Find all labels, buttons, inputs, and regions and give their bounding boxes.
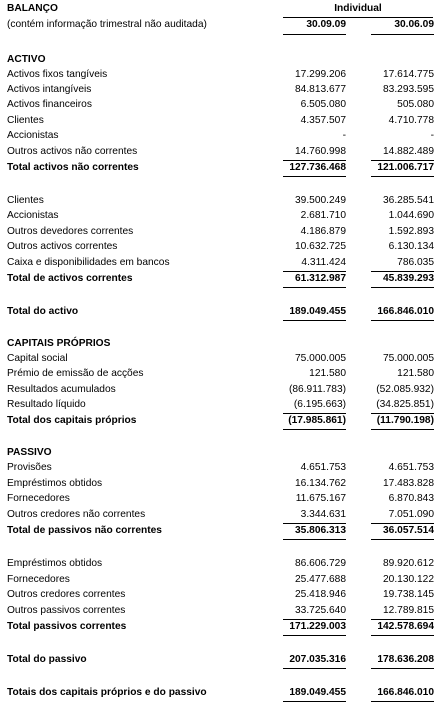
- total-value-1: 61.312.987: [295, 273, 346, 284]
- total-label: Total passivos correntes: [7, 621, 127, 632]
- row-value-1: 11.675.167: [295, 493, 346, 504]
- row-value-2: 6.130.134: [388, 241, 434, 252]
- row-value-1: 3.344.631: [300, 509, 346, 520]
- total-rule: [283, 539, 346, 540]
- total-label: Total de passivos não correntes: [7, 525, 162, 536]
- row-value-2: 75.000.005: [383, 353, 434, 364]
- table-row: [0, 194, 447, 208]
- document-title: BALANÇO: [7, 3, 58, 14]
- table-row: [0, 573, 447, 587]
- table-row: [0, 352, 447, 366]
- total-rule: [283, 668, 346, 669]
- total-value-1: 127.736.468: [289, 162, 346, 173]
- total-value-2: 36.057.514: [383, 525, 434, 536]
- row-label: Outros activos não correntes: [7, 146, 138, 157]
- row-value-2: 89.920.612: [383, 558, 434, 569]
- row-value-1: 25.477.688: [295, 574, 346, 585]
- grand-total-value-2: 166.846.010: [377, 687, 434, 698]
- table-row: [0, 225, 447, 239]
- section-heading-capitais: CAPITAIS PRÓPRIOS: [7, 338, 111, 349]
- row-value-2: 1.044.690: [388, 210, 434, 221]
- row-value-1: 25.418.946: [295, 589, 346, 600]
- section-heading-activo: ACTIVO: [7, 54, 46, 65]
- row-value-1: 121.580: [309, 368, 346, 379]
- row-value-1: 4.651.753: [300, 462, 346, 473]
- row-value-2: -: [430, 130, 434, 141]
- row-value-1: 6.505.080: [300, 99, 346, 110]
- row-value-2: 19.738.145: [383, 589, 434, 600]
- row-value-1: -: [342, 130, 346, 141]
- total-value-2: 142.578.694: [377, 621, 434, 632]
- row-label: Clientes: [7, 195, 44, 206]
- total-value-1: 35.806.313: [295, 525, 346, 536]
- row-label: Fornecedores: [7, 493, 70, 504]
- total-value-2: (11.790.198): [376, 415, 434, 426]
- row-value-2: 12.789.815: [383, 605, 434, 616]
- table-row: [0, 240, 447, 254]
- row-label: Empréstimos obtidos: [7, 558, 103, 569]
- row-value-2: 17.483.828: [383, 478, 434, 489]
- row-label: Resultados acumulados: [7, 384, 116, 395]
- total-rule: [371, 539, 434, 540]
- total-value-1: 207.035.316: [289, 654, 346, 665]
- row-label: Clientes: [7, 115, 44, 126]
- table-row: [0, 461, 447, 475]
- total-label: Total do activo: [7, 306, 79, 317]
- table-row: [0, 98, 447, 112]
- total-value-1: 171.229.003: [289, 621, 346, 632]
- row-value-2: 1.592.893: [388, 226, 434, 237]
- total-rule: [371, 429, 434, 430]
- row-label: Activos intangíveis: [7, 84, 92, 95]
- total-rule: [283, 176, 346, 177]
- row-value-1: 14.760.998: [295, 146, 346, 157]
- table-row: [0, 508, 447, 522]
- table-row: [0, 383, 447, 397]
- row-value-2: 786.035: [397, 257, 434, 268]
- total-rule: [283, 635, 346, 636]
- row-value-1: 4.311.424: [301, 257, 346, 268]
- row-label: Outros activos correntes: [7, 241, 118, 252]
- total-row: [0, 161, 447, 175]
- total-value-2: 178.636.208: [377, 654, 434, 665]
- row-label: Caixa e disponibilidades em bancos: [7, 257, 170, 268]
- row-value-1: 86.606.729: [295, 558, 346, 569]
- total-label: Total do passivo: [7, 654, 87, 665]
- total-row: [0, 524, 447, 538]
- table-row: [0, 477, 447, 491]
- total-row: [0, 272, 447, 286]
- row-value-1: 10.632.725: [295, 241, 346, 252]
- row-value-2: 14.882.489: [383, 146, 434, 157]
- table-row: [0, 114, 447, 128]
- column-header-2: 30.06.09: [394, 19, 434, 30]
- total-rule: [371, 176, 434, 177]
- grand-total-row: [0, 686, 447, 700]
- table-row: [0, 492, 447, 506]
- row-value-1: (86.911.783): [288, 384, 346, 395]
- header-row-2: [0, 18, 447, 32]
- row-value-2: 17.614.775: [383, 69, 434, 80]
- row-value-1: 75.000.005: [295, 353, 346, 364]
- row-value-2: 83.293.595: [383, 84, 434, 95]
- grand-total-rule: [283, 701, 346, 702]
- total-row: [0, 620, 447, 634]
- table-row: [0, 588, 447, 602]
- section-heading-row: [0, 446, 447, 460]
- section-heading-passivo: PASSIVO: [7, 447, 52, 458]
- row-value-1: 16.134.762: [295, 478, 346, 489]
- row-value-2: 7.051.090: [388, 509, 434, 520]
- total-rule: [371, 635, 434, 636]
- row-value-2: 6.870.843: [388, 493, 434, 504]
- document-subtitle: (contém informação trimestral não auditada): [7, 19, 207, 30]
- total-rule: [371, 287, 434, 288]
- row-label: Empréstimos obtidos: [7, 478, 103, 489]
- row-label: Provisões: [7, 462, 52, 473]
- column-group-header: Individual: [334, 3, 382, 14]
- table-row: [0, 557, 447, 571]
- total-rule: [283, 320, 346, 321]
- row-label: Capital social: [7, 353, 68, 364]
- total-value-1: (17.985.861): [288, 415, 346, 426]
- grand-total-value-1: 189.049.455: [289, 687, 346, 698]
- row-label: Resultado líquido: [7, 399, 86, 410]
- table-row: [0, 256, 447, 270]
- row-label: Outros credores correntes: [7, 589, 126, 600]
- total-rule: [283, 429, 346, 430]
- total-label: Total dos capitais próprios: [7, 415, 137, 426]
- row-value-1: 4.186.879: [300, 226, 346, 237]
- total-rule: [371, 668, 434, 669]
- table-row: [0, 209, 447, 223]
- row-value-1: 2.681.710: [300, 210, 346, 221]
- grand-total-rule: [371, 701, 434, 702]
- total-rule: [371, 320, 434, 321]
- row-label: Accionistas: [7, 130, 59, 141]
- total-label: Total de activos correntes: [7, 273, 133, 284]
- row-label: Accionistas: [7, 210, 59, 221]
- row-value-1: 84.813.677: [295, 84, 346, 95]
- total-row: [0, 414, 447, 428]
- section-heading-row: [0, 53, 447, 67]
- row-value-1: 17.299.206: [295, 69, 346, 80]
- row-value-2: 20.130.122: [383, 574, 434, 585]
- column-header-1: 30.09.09: [306, 19, 346, 30]
- total-value-2: 45.839.293: [383, 273, 434, 284]
- total-label: Total activos não correntes: [7, 162, 139, 173]
- row-value-2: 121.580: [397, 368, 434, 379]
- row-value-1: 39.500.249: [295, 195, 346, 206]
- total-row: [0, 653, 447, 667]
- column-header-2-underline: [371, 34, 434, 35]
- table-row: [0, 68, 447, 82]
- row-label: Activos financeiros: [7, 99, 92, 110]
- row-value-2: 505.080: [397, 99, 434, 110]
- table-row: [0, 604, 447, 618]
- row-label: Outros credores não correntes: [7, 509, 146, 520]
- column-header-1-underline: [283, 34, 346, 35]
- row-label: Activos fixos tangíveis: [7, 69, 108, 80]
- table-row: [0, 398, 447, 412]
- table-row: [0, 129, 447, 143]
- header-row-1: [0, 2, 447, 16]
- row-label: Outros devedores correntes: [7, 226, 134, 237]
- row-value-2: (52.085.932): [376, 384, 434, 395]
- row-value-1: (6.195.663): [293, 399, 346, 410]
- row-value-2: 4.710.778: [388, 115, 434, 126]
- total-value-1: 189.049.455: [289, 306, 346, 317]
- total-value-2: 166.846.010: [377, 306, 434, 317]
- table-row: [0, 83, 447, 97]
- table-row: [0, 367, 447, 381]
- row-label: Prémio de emissão de acções: [7, 368, 144, 379]
- total-row: [0, 305, 447, 319]
- row-label: Fornecedores: [7, 574, 70, 585]
- row-value-2: (34.825.851): [376, 399, 434, 410]
- row-value-2: 36.285.541: [383, 195, 434, 206]
- row-value-1: 33.725.640: [295, 605, 346, 616]
- row-value-1: 4.357.507: [300, 115, 346, 126]
- row-label: Outros passivos correntes: [7, 605, 126, 616]
- section-heading-row: [0, 337, 447, 351]
- grand-total-label: Totais dos capitais próprios e do passivo: [7, 687, 207, 698]
- total-rule: [283, 287, 346, 288]
- row-value-2: 4.651.753: [388, 462, 434, 473]
- table-row: [0, 145, 447, 159]
- total-value-2: 121.006.717: [377, 162, 434, 173]
